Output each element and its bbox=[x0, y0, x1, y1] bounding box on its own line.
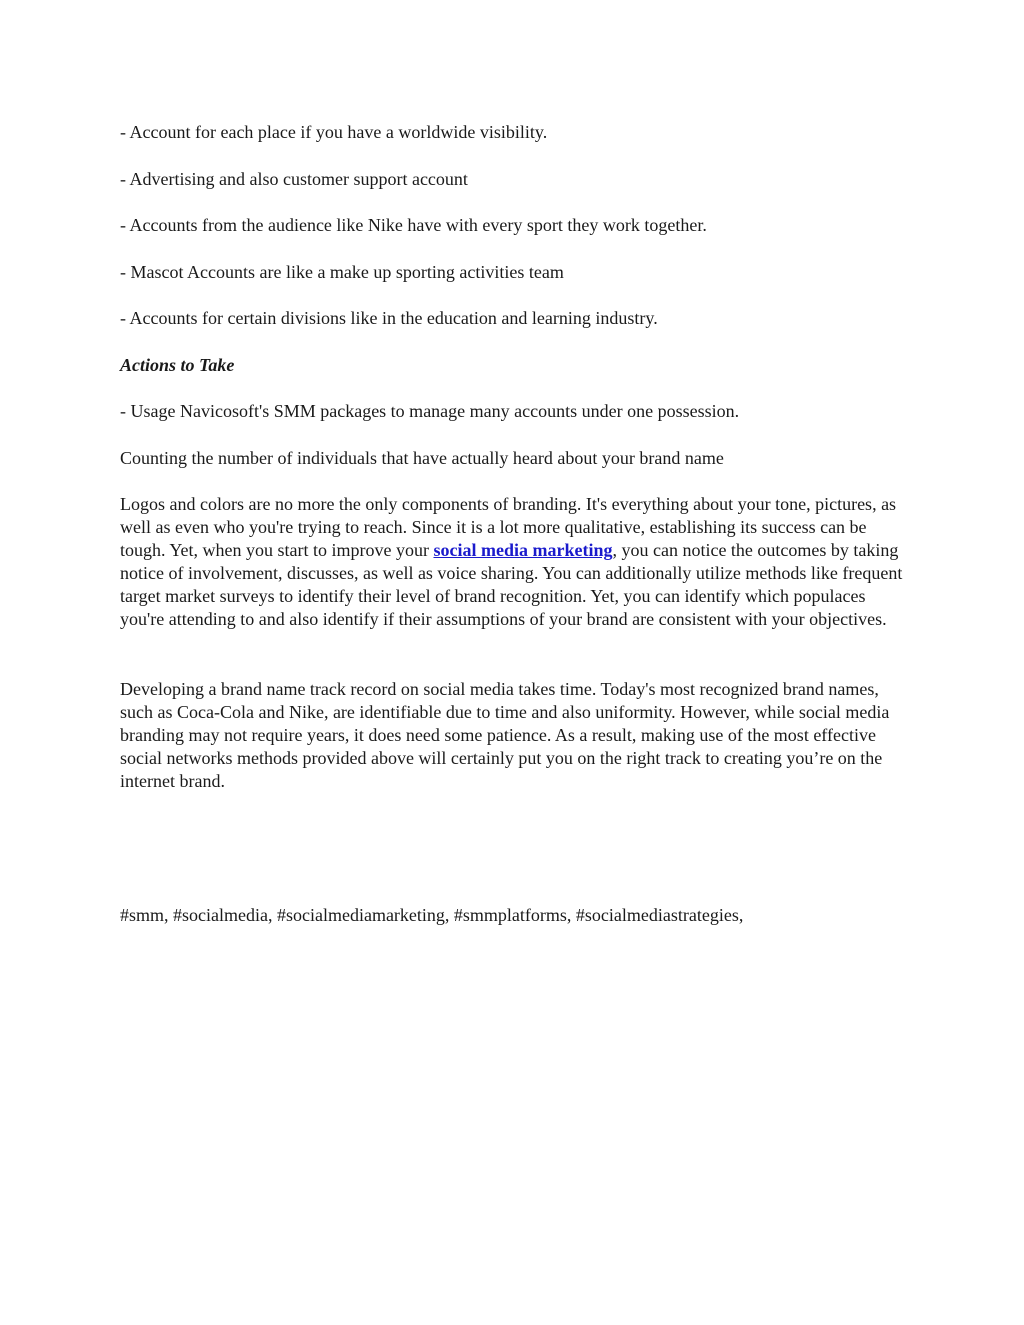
bullet-worldwide-visibility: - Account for each place if you have a worldwide visibility. bbox=[120, 122, 548, 142]
hashtags: #smm, #socialmedia, #socialmediamarketing, #smmplatforms, #socialmediastrategies, bbox=[120, 905, 744, 925]
subheading: Counting the number of individuals that have actually heard about your brand name bbox=[120, 448, 724, 468]
bullet-mascot-accounts: - Mascot Accounts are like a make up sporting activities team bbox=[120, 262, 564, 282]
social-media-marketing-link[interactable]: social media marketing bbox=[433, 540, 613, 560]
paragraph-branding-text-end: , you can notice the outcomes by taking notice of involvement, discusses, as well as voice sharing. You can additionally utilize methods like frequent target market surveys to identify their level of brand recognition. Yet, you can identify which populaces you're attending to and also identify if their assumptions of your brand are consistent with your objectives. bbox=[120, 540, 903, 629]
bullet-division-accounts: - Accounts for certain divisions like in the education and learning industry. bbox=[120, 308, 658, 328]
paragraph-branding bbox=[120, 493, 910, 631]
paragraph-brand-record: Developing a brand name track record on social media takes time. Today's most recognized brand names, such as Coca-Cola and Nike, are identifiable due to time and also uniformity. However, while social media branding may not require years, it does need some patience. As a result, making use of the most effective social networks methods provided above will certainly put you on the right track to creating you’re on the internet brand. bbox=[120, 679, 890, 791]
bullet-advertising-support: - Advertising and also customer support account bbox=[120, 169, 468, 189]
section-heading: Actions to Take bbox=[120, 355, 235, 375]
paragraph-branding-text-start: Logos and colors are no more the only components of branding. It's everything about your tone, pictures, as well as even who you're trying to reach. Since it is a lot more qualitative, establishing its success can be tough. Yet, when you start to improve your bbox=[120, 494, 897, 560]
bullet-audience-accounts: - Accounts from the audience like Nike have with every sport they work together. bbox=[120, 215, 707, 235]
action-item: - Usage Navicosoft's SMM packages to manage many accounts under one possession. bbox=[120, 401, 740, 421]
